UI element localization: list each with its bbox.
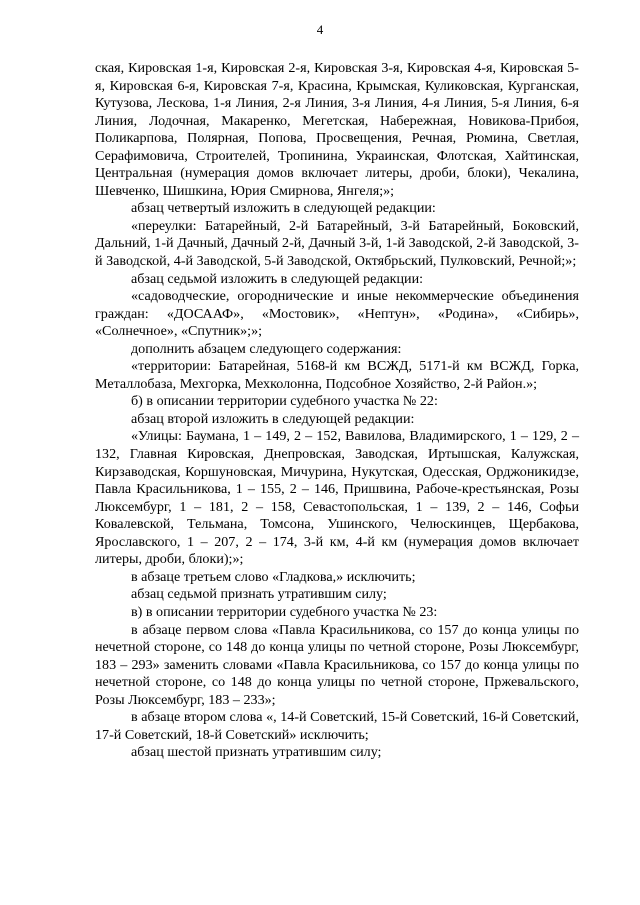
page-number: 4: [316, 22, 324, 37]
paragraph: ская, Кировская 1-я, Кировская 2-я, Кировская 3-я, Кировская 4-я, Кировская 5-я, Кировская 6-я, Кировская 7-я, Красина, Крымская, Куликовская, Курганская, Кутузова, Лескова, 1-я Линия, 2-я Линия, 3-я Линия, 4-я Линия, 5-я Линия, 6-я Линия, Лодочная, Макаренко, Мегетская, Набережная, Новикова-Прибоя, Поликарпова, Полярная, Попова, Просвещения, Речная, Рюмина, Светлая, Серафимовича, Строителей, Тропинина, Украинская, Флотская, Хайтинская, Центральная (нумерация домов включает литеры, дроби, блоки), Чекалина, Шевченко, Шишкина, Юрия Смирнова, Янгеля;»;: [95, 60, 579, 199]
paragraph: абзац второй изложить в следующей редакции:: [131, 410, 415, 427]
document-body: [95, 60, 579, 762]
paragraph: «территории: Батарейная, 5168-й км ВСЖД, 5171-й км ВСЖД, Горка, Металлобаза, Мехгорка, Мехколонна, Подсобное Хозяйство, 2-й Район.»;: [95, 358, 579, 392]
paragraph: абзац седьмой признать утратившим силу;: [131, 586, 387, 603]
paragraph: в абзаце третьем слово «Гладкова,» исключить;: [131, 568, 416, 585]
paragraph: абзац четвертый изложить в следующей редакции:: [131, 200, 436, 217]
paragraph: дополнить абзацем следующего содержания:: [131, 340, 402, 357]
paragraph: «Улицы: Баумана, 1 – 149, 2 – 152, Вавилова, Владимирского, 1 – 129, 2 – 132, Главная Кировская, Днепровская, Заводская, Иртышская, Калужская, Кирзаводская, Коршуновская, Мичурина, Нукутская, Одесская, Орджоникидзе, Павла Красильникова, 1 – 155, 2 – 146, Пришвина, Рабоче-крестьянская, Розы Люксембург, 1 – 181, 2 – 158, Севастопольская, 1 – 139, 2 – 146, Софьи Ковалевской, Тельмана, Томсона, Ушинского, Челюскинцев, Щербакова, Ярославского, 1 – 207, 2 – 174, 3-й км, 4-й км (нумерация домов включает литеры, дроби, блоки);»;: [95, 428, 579, 568]
paragraph: «садоводческие, огороднические и иные некоммерческие объединения граждан: «ДОСААФ», «Мостовик», «Нептун», «Родина», «Сибирь», «Солнечное», «Спутник»;»;: [95, 288, 579, 340]
paragraph: б) в описании территории судебного участка № 22:: [131, 393, 438, 410]
paragraph: в) в описании территории судебного участка № 23:: [131, 603, 438, 620]
paragraph: в абзаце первом слова «Павла Красильникова, со 157 до конца улицы по нечетной стороне, со 148 до конца улицы по четной стороне, Розы Люксембург, 183 – 293» заменить словами «Павла Красильникова, со 157 до конца улицы по нечетной стороне, со 148 до конца улицы по четной стороне, Пржевальского, Розы Люксембург, 183 – 233»;: [95, 621, 579, 708]
paragraph: абзац шестой признать утратившим силу;: [131, 744, 382, 761]
paragraph: абзац седьмой изложить в следующей редакции:: [131, 270, 424, 287]
paragraph: в абзаце втором слова «, 14-й Советский, 15-й Советский, 16-й Советский, 17-й Советский, 18-й Советский» исключить;: [95, 709, 579, 743]
paragraph: «переулки: Батарейный, 2-й Батарейный, 3-й Батарейный, Боковский, Дальний, 1-й Дачный, Дачный 2-й, Дачный 3-й, 1-й Заводской, 2-й Заводской, 3-й Заводской, 4-й Заводской, 5-й Заводской, Октябрьский, Пулковский, Речной;»;: [95, 217, 579, 270]
